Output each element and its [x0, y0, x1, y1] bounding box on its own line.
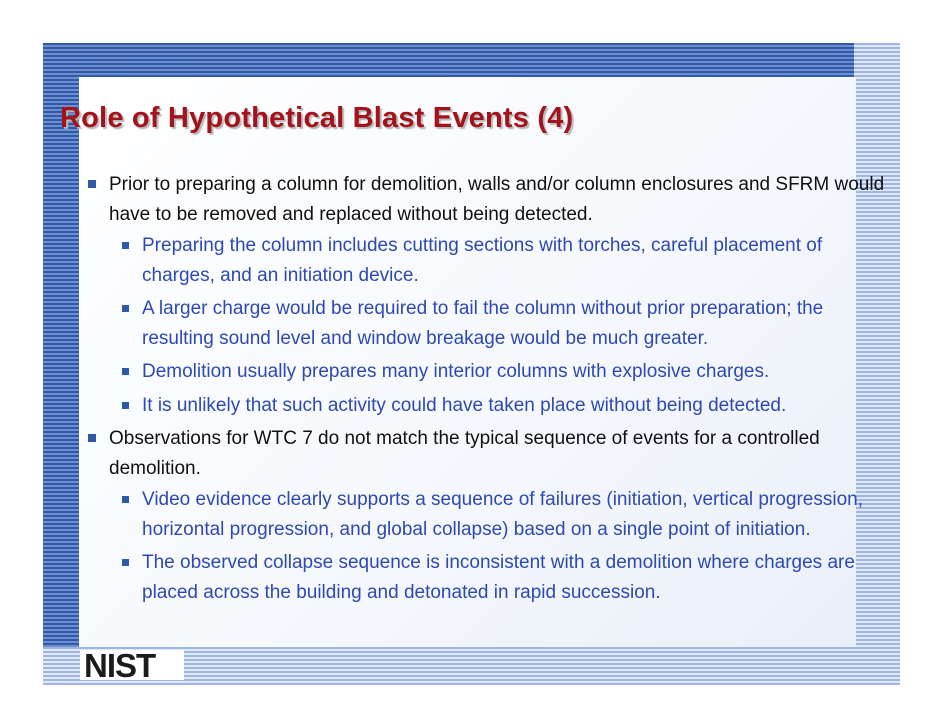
sub-bullet-text: A larger charge would be required to fail the column without prior preparation; the resulting sound level and window breakage would be much greater. [142, 298, 824, 349]
bullet-item [88, 424, 888, 483]
square-bullet-icon [88, 180, 96, 188]
square-bullet-icon [122, 242, 129, 249]
sub-bullet-text: Preparing the column includes cutting sections with torches, careful placement of charges, and an initiation device. [142, 235, 823, 286]
bullet-list [88, 170, 888, 611]
sub-bullet-item [88, 357, 888, 387]
square-bullet-icon [122, 305, 129, 312]
square-bullet-icon [122, 559, 129, 566]
sub-bullet-item [88, 391, 888, 421]
sub-bullet-item [88, 294, 888, 353]
square-bullet-icon [122, 368, 129, 375]
square-bullet-icon [122, 496, 129, 503]
sub-bullet-item [88, 485, 888, 544]
slide-title: Role of Hypothetical Blast Events (4) [60, 102, 574, 134]
sub-bullet-text: Video evidence clearly supports a sequence of failures (initiation, vertical progression, horizontal progression, and global collapse) based on a single point of initiation. [142, 489, 863, 540]
sub-bullet-text: Demolition usually prepares many interior columns with explosive charges. [142, 361, 770, 382]
sub-bullet-item [88, 548, 888, 607]
bullet-text: Observations for WTC 7 do not match the typical sequence of events for a controlled demolition. [109, 428, 820, 479]
logo-text: NIST [84, 647, 156, 684]
sub-bullet-item [88, 231, 888, 290]
square-bullet-icon [122, 402, 129, 409]
sub-bullet-text: The observed collapse sequence is inconsistent with a demolition where charges are placed across the building and detonated in rapid succession. [142, 552, 855, 603]
nist-logo [80, 647, 184, 684]
bullet-text: Prior to preparing a column for demolition, walls and/or column enclosures and SFRM would have to be removed and replaced without being detected. [109, 174, 885, 225]
square-bullet-icon [88, 434, 96, 442]
sub-bullet-text: It is unlikely that such activity could have taken place without being detected. [142, 394, 787, 416]
bullet-item [88, 170, 888, 229]
